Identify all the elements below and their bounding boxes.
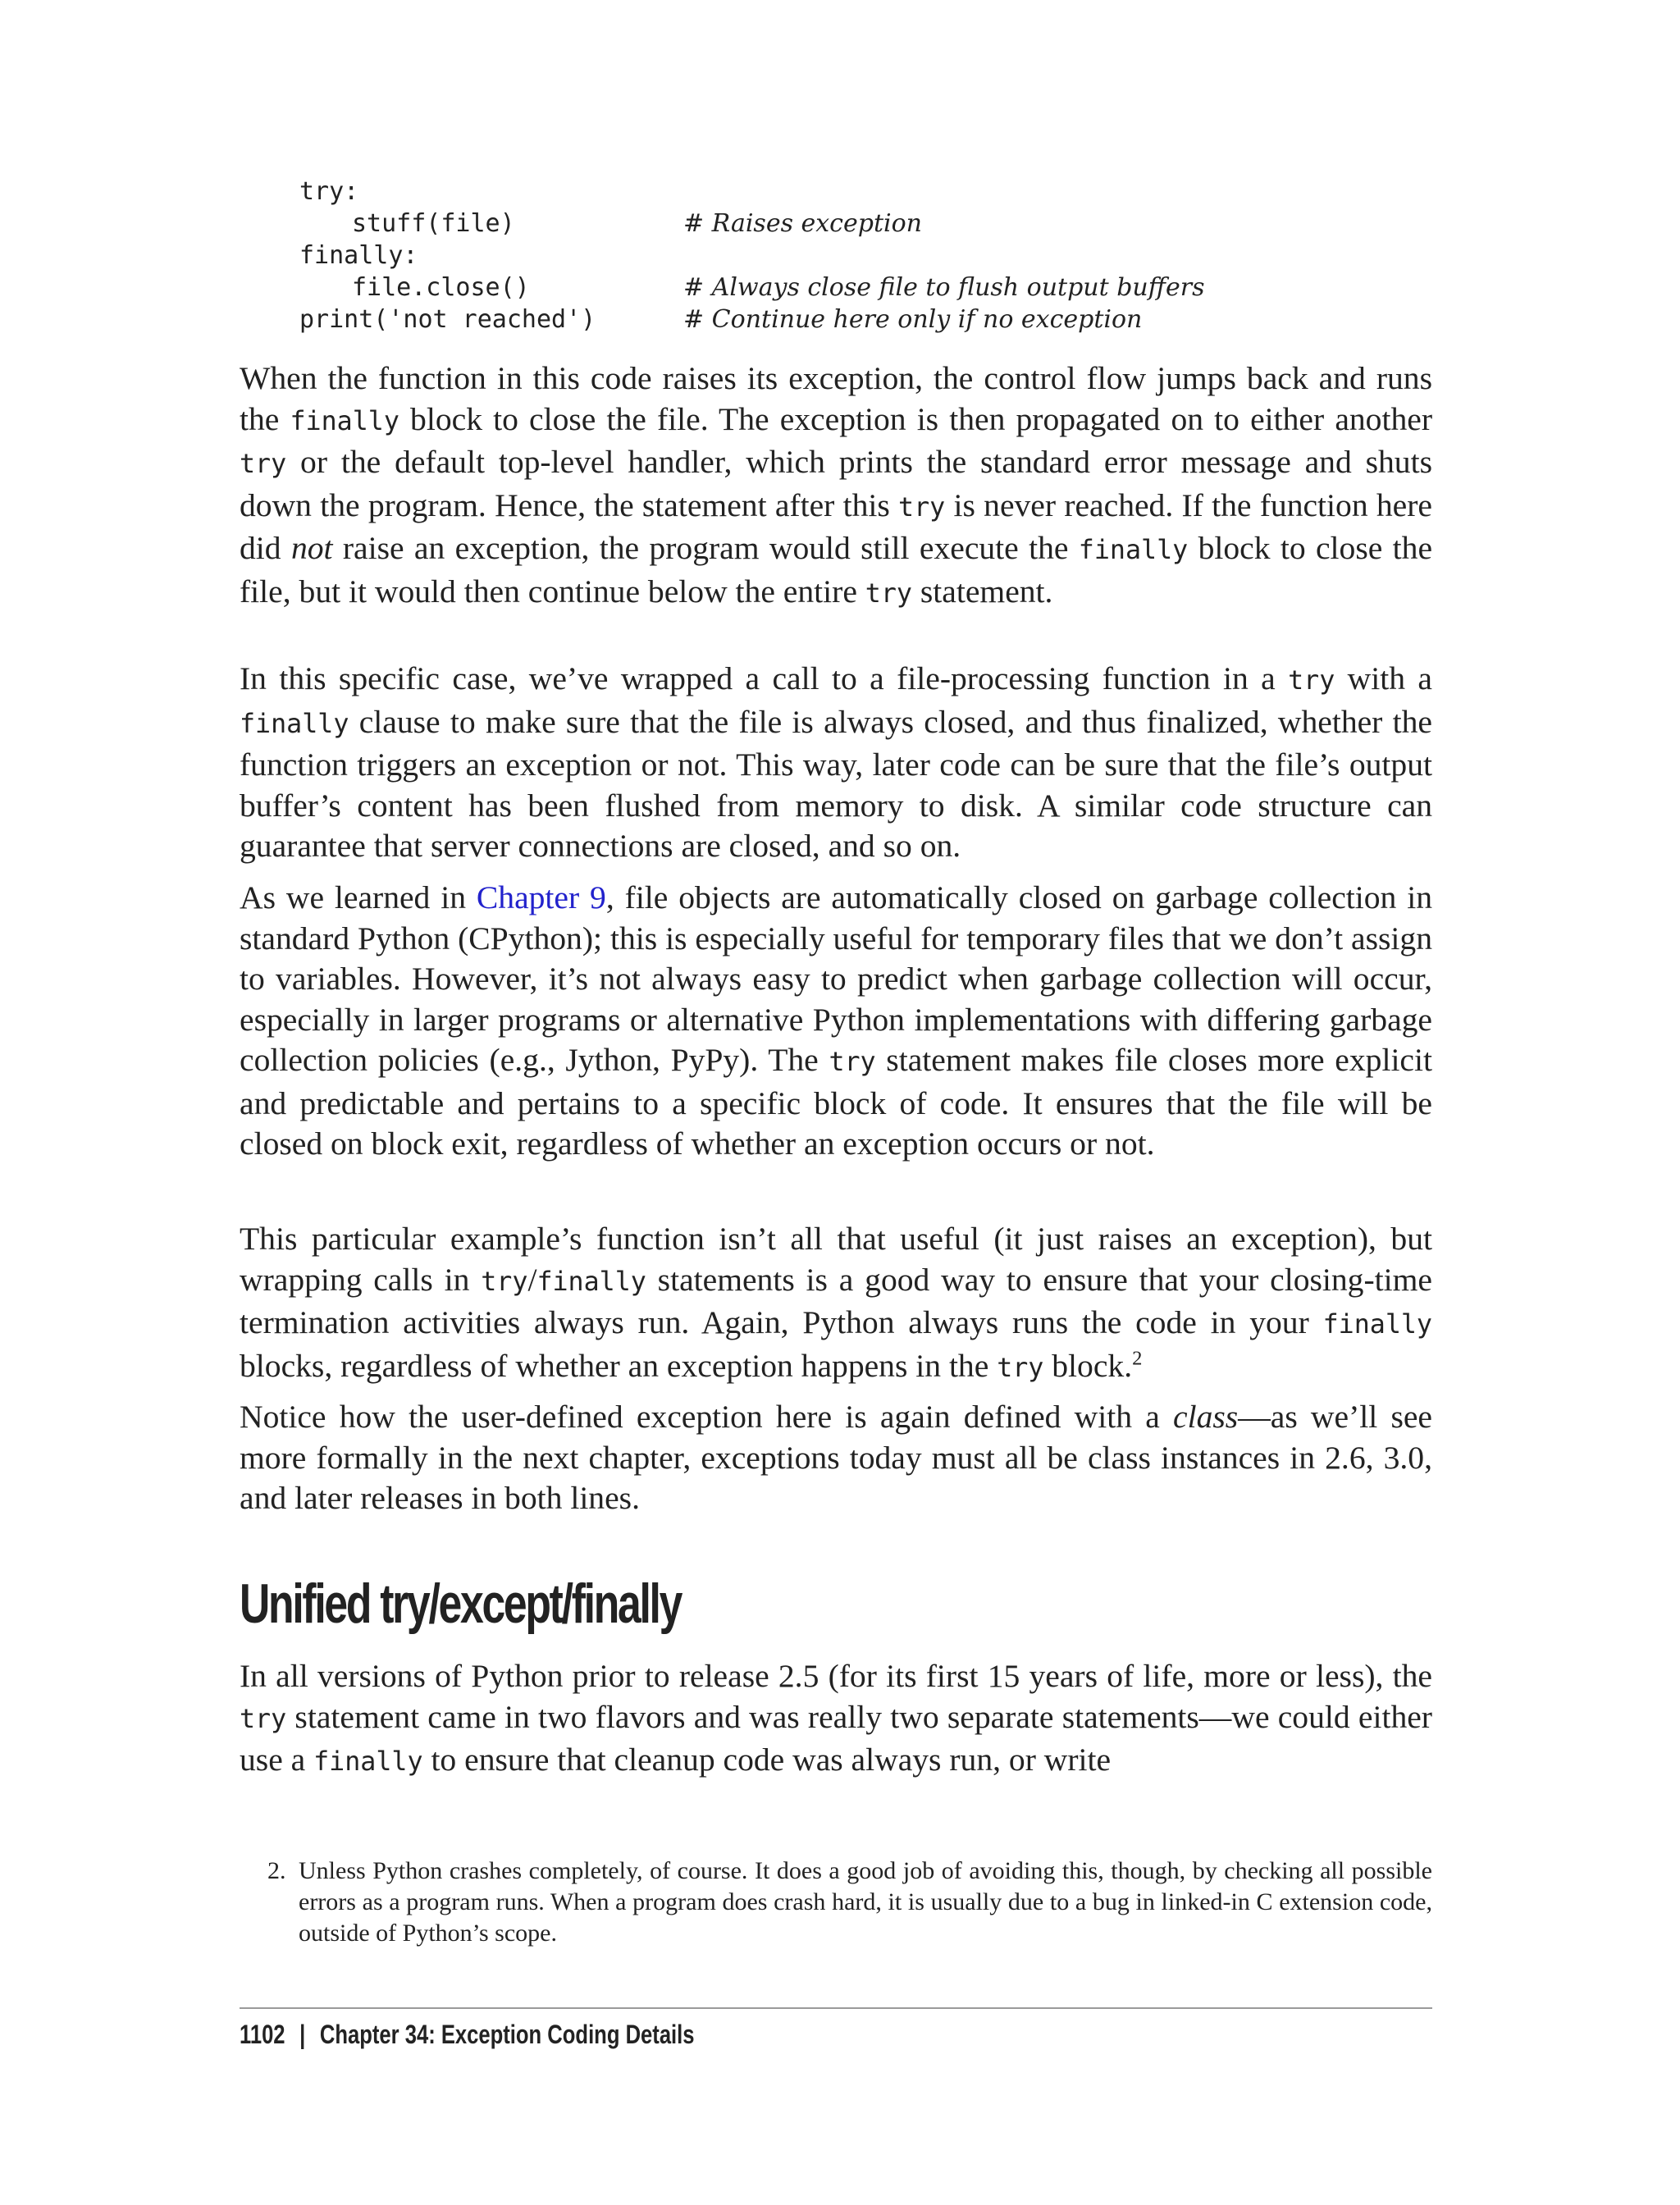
inline-code: finally bbox=[1078, 536, 1189, 565]
footnote bbox=[267, 1856, 1432, 1949]
paragraph-6: In all versions of Python prior to release 2.5 (for its first 15 years of life, more or less), the try statement came in two flavors and was really two separate statements—we could either use a finally to ensure that cleanup code was always run, or write bbox=[240, 1658, 1432, 1778]
inline-code: try bbox=[898, 492, 946, 523]
inline-code: finally bbox=[290, 406, 399, 436]
footer-separator: | bbox=[299, 2020, 306, 2049]
inline-code: try bbox=[481, 1267, 528, 1297]
code-line bbox=[299, 240, 596, 272]
section-heading: Unified try/except/finally bbox=[240, 1573, 682, 1635]
inline-code: finally bbox=[240, 709, 349, 739]
code-comment: # Continue here only if no exception bbox=[683, 305, 1143, 334]
paragraph-4: This particular example’s function isn’t all that useful (it just raises an exception), but wrapping calls in try/finally statements is a good way to ensure that your closing-time termination activities always run. Again, Python always runs the code in your finally blocks, regardless of whether an exception happens in the try block.$^2$ bbox=[240, 1221, 1432, 1384]
inline-code: try bbox=[240, 1704, 287, 1734]
page-number: 1102 bbox=[240, 2020, 285, 2049]
code-line bbox=[299, 304, 1143, 336]
inline-code: finally bbox=[536, 1267, 646, 1297]
footnote-number: 2. bbox=[267, 1857, 286, 1884]
paragraph-5: Notice how the user-defined exception here is again defined with a class—as we’ll see more formally in the next chapter, exceptions today must all be class instances in 2.6, 3.0, and later releases in both lines. bbox=[240, 1399, 1432, 1516]
code-line bbox=[299, 208, 922, 240]
chapter-title: Chapter 34: Exception Coding Details bbox=[319, 2020, 695, 2049]
inline-code: try bbox=[1288, 666, 1335, 696]
chapter-9-link[interactable]: Chapter 9 bbox=[476, 879, 606, 915]
footnote-text: Unless Python crashes completely, of course. It does a good job of avoiding this, though, by checking all possible errors as a program runs. When a program does crash hard, it is usually due to a bug in linked-in C extension code, outside of Python’s scope. bbox=[299, 1857, 1432, 1947]
page-footer bbox=[240, 2018, 695, 2051]
code-comment: # Always close file to flush output buffers bbox=[683, 273, 1205, 302]
inline-code: try bbox=[997, 1353, 1044, 1383]
code-line bbox=[299, 176, 596, 208]
code-text: print('not reached') bbox=[299, 305, 596, 334]
emphasis: not bbox=[290, 530, 333, 566]
inline-code: finally bbox=[1322, 1310, 1432, 1340]
inline-code: try bbox=[240, 450, 287, 479]
paragraph-3: As we learned in Chapter 9, file objects are automatically closed on garbage collection in standard Python (CPython); this is especially useful for temporary files that we don’t assign to variables. However, it’s not always easy to predict when garbage collection will occur, especially in larger programs or alternative Python implementations with differing garbage collection policies (e.g., Jython, PyPy). The try statement makes file closes more explicit and predictable and pertains to a specific block of code. It ensures that the file will be closed on block exit, regardless of whether an exception occurs or not. bbox=[240, 879, 1432, 1162]
footer-rule bbox=[240, 2007, 1432, 2009]
inline-code: try bbox=[865, 578, 912, 609]
footnote-ref[interactable]: 2 bbox=[1132, 1346, 1143, 1369]
emphasis: class bbox=[1173, 1399, 1239, 1435]
code-text: finally: bbox=[299, 241, 418, 270]
paragraph-2: In this specific case, we’ve wrapped a call to a file-processing function in a try with a finally clause to make sure that the file is always closed, and thus finalized, whether the function triggers an exception or not. This way, later code can be sure that the file’s output buffer’s content has been flushed from memory to disk. A similar code structure can guarantee that server connections are closed, and so on. bbox=[240, 660, 1432, 864]
code-listing bbox=[299, 176, 1205, 336]
inline-code: finally bbox=[313, 1747, 423, 1777]
paragraph-1: When the function in this code raises its exception, the control flow jumps back and runs the finally block to close the file. The exception is then propagated on to either another try or the default top-level handler, which prints the standard error message and shuts down the program. Hence, the statement after this try is never reached. If the function here did not raise an exception, the program would still execute the finally block to close the file, but it would then continue below the entire try statement. bbox=[240, 360, 1433, 609]
code-text: stuff(file) bbox=[352, 209, 515, 238]
code-comment: # Raises exception bbox=[683, 209, 922, 238]
code-text: file.close() bbox=[352, 273, 530, 302]
code-text: try: bbox=[299, 177, 359, 206]
code-line bbox=[299, 272, 1205, 304]
inline-code: try bbox=[829, 1048, 876, 1077]
